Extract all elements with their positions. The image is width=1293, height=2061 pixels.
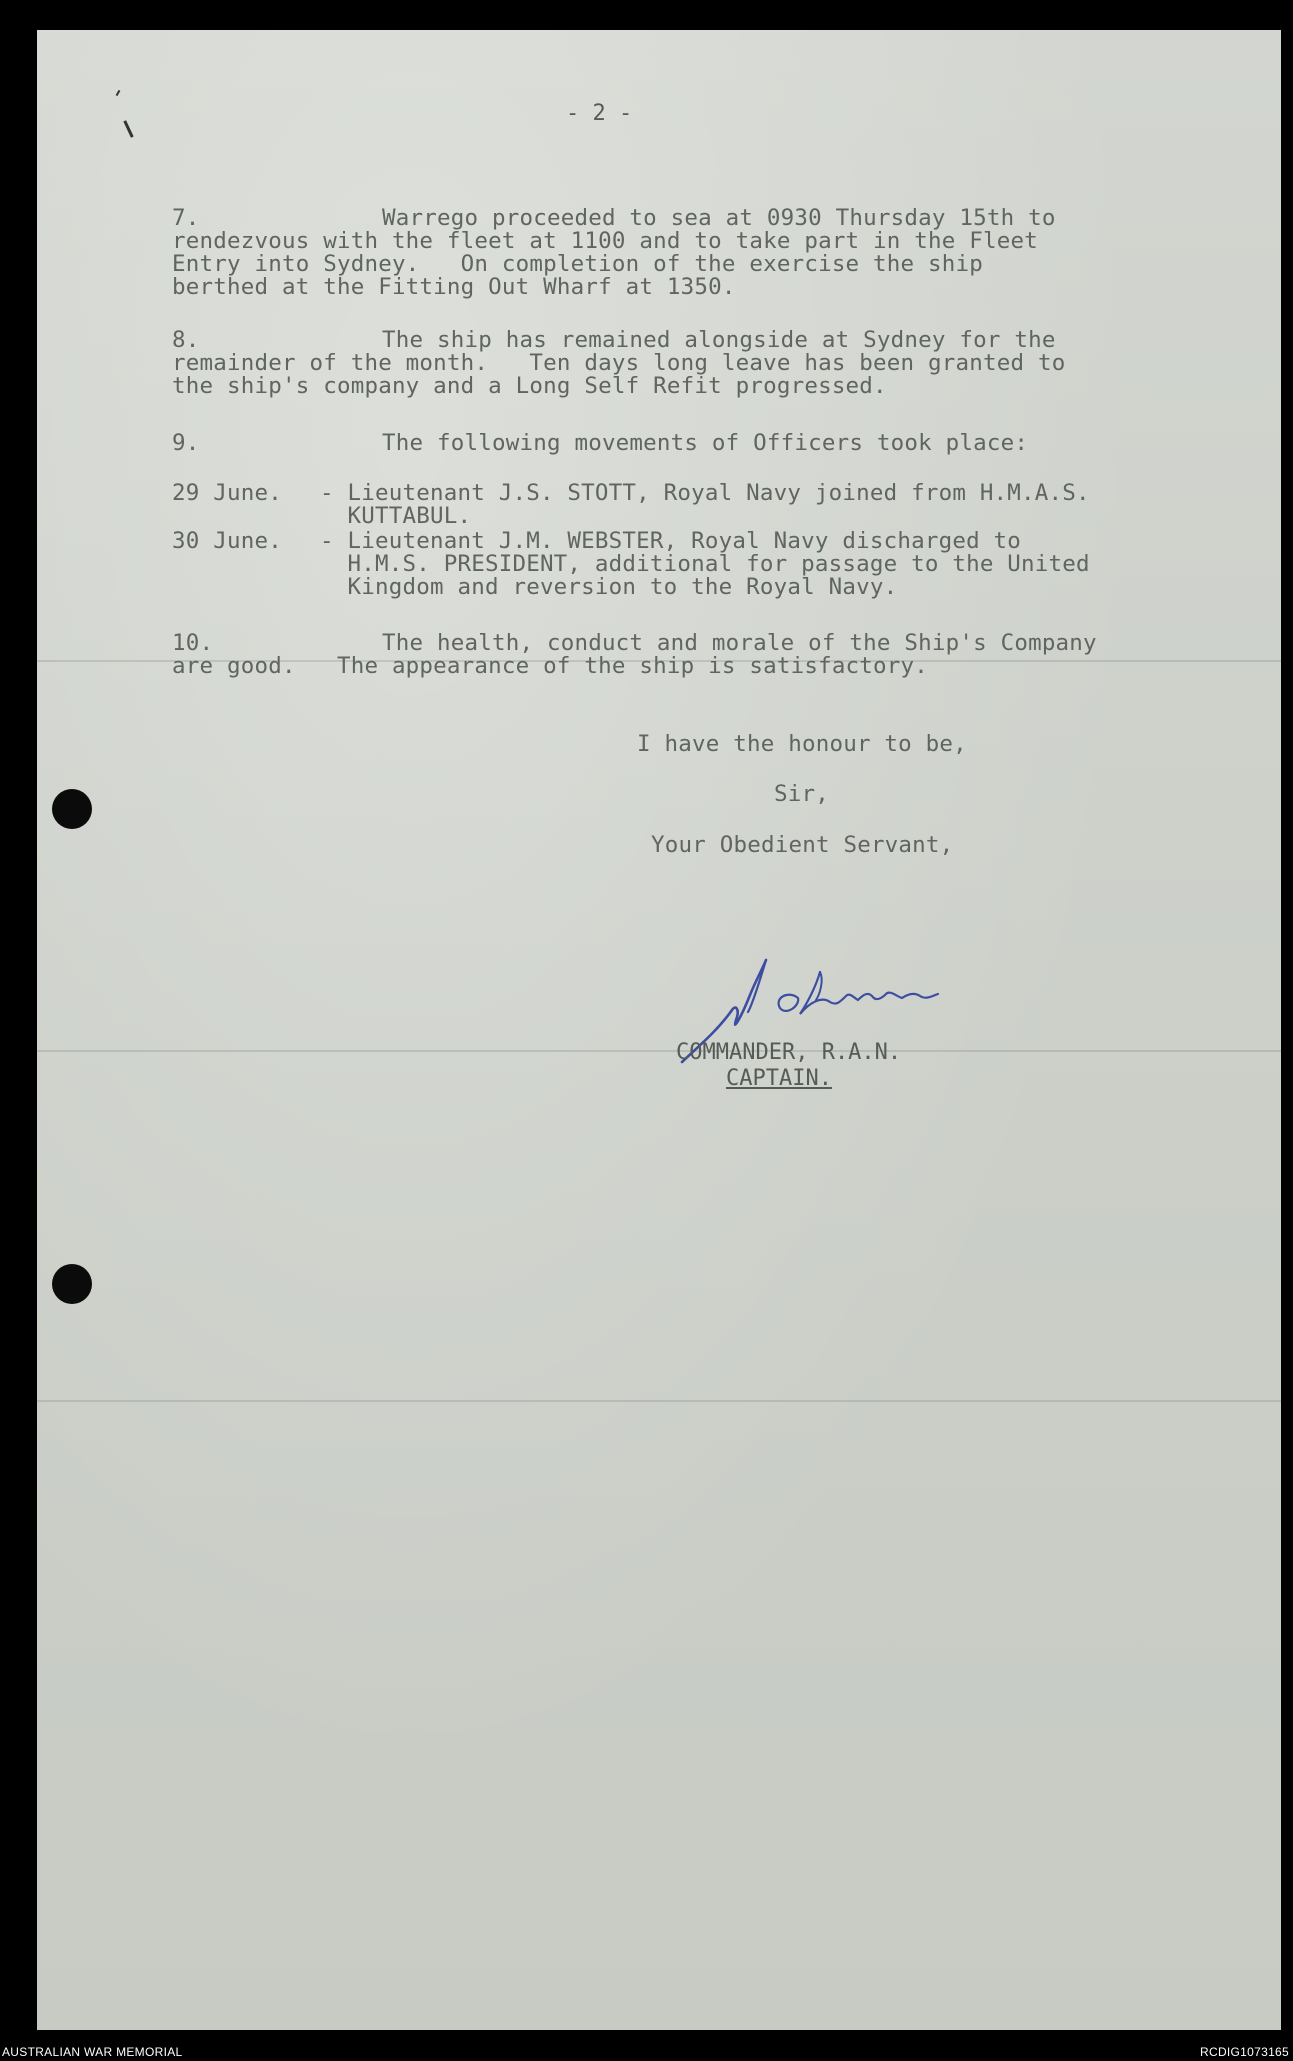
movement-line: KUTTABUL. bbox=[320, 503, 472, 529]
footer-record-id: RCDIG1073165 bbox=[1200, 2045, 1289, 2059]
paragraph-number: 9. bbox=[172, 430, 200, 456]
paragraph-line: remainder of the month. Ten days long leave has been granted to bbox=[172, 350, 1066, 376]
paragraph-line: The ship has remained alongside at Sydney for the bbox=[382, 327, 1056, 353]
signature-rank: COMMANDER, R.A.N. bbox=[676, 1040, 902, 1065]
movement-line: - Lieutenant J.S. STOTT, Royal Navy joined from H.M.A.S. bbox=[320, 480, 1090, 506]
movement-date: 30 June. bbox=[172, 528, 282, 554]
punch-hole bbox=[52, 1264, 92, 1304]
paragraph-number: 8. bbox=[172, 327, 200, 353]
movement-line: H.M.S. PRESIDENT, additional for passage to the United bbox=[320, 551, 1090, 577]
paragraph-number: 7. bbox=[172, 205, 200, 231]
closing-honour: I have the honour to be, bbox=[637, 731, 967, 757]
paragraph-line: are good. The appearance of the ship is satisfactory. bbox=[172, 653, 929, 679]
paper-fold bbox=[37, 1400, 1281, 1402]
footer-archive-name: AUSTRALIAN WAR MEMORIAL bbox=[2, 2045, 183, 2059]
punch-hole bbox=[52, 789, 92, 829]
page-number: - 2 - bbox=[566, 101, 633, 126]
movement-line: - Lieutenant J.M. WEBSTER, Royal Navy discharged to bbox=[320, 528, 1022, 554]
paragraph-line: The following movements of Officers took place: bbox=[382, 430, 1029, 456]
paragraph-number: 10. bbox=[172, 630, 214, 656]
paragraph-line: The health, conduct and morale of the Ship's Company bbox=[382, 630, 1097, 656]
paragraph-line: Warrego proceeded to sea at 0930 Thursday 15th to bbox=[382, 205, 1056, 231]
paragraph-line: the ship's company and a Long Self Refit progressed. bbox=[172, 373, 887, 399]
paragraph-line: rendezvous with the fleet at 1100 and to take part in the Fleet bbox=[172, 228, 1039, 254]
movement-date: 29 June. bbox=[172, 480, 282, 506]
paragraph-line: Entry into Sydney. On completion of the exercise the ship bbox=[172, 251, 984, 277]
signature-title: CAPTAIN. bbox=[726, 1066, 832, 1091]
paper-fold bbox=[37, 1050, 1281, 1052]
closing-servant: Your Obedient Servant, bbox=[651, 832, 954, 858]
movement-line: Kingdom and reversion to the Royal Navy. bbox=[320, 574, 898, 600]
closing-salutation: Sir, bbox=[774, 781, 829, 807]
paragraph-line: berthed at the Fitting Out Wharf at 1350. bbox=[172, 274, 736, 300]
